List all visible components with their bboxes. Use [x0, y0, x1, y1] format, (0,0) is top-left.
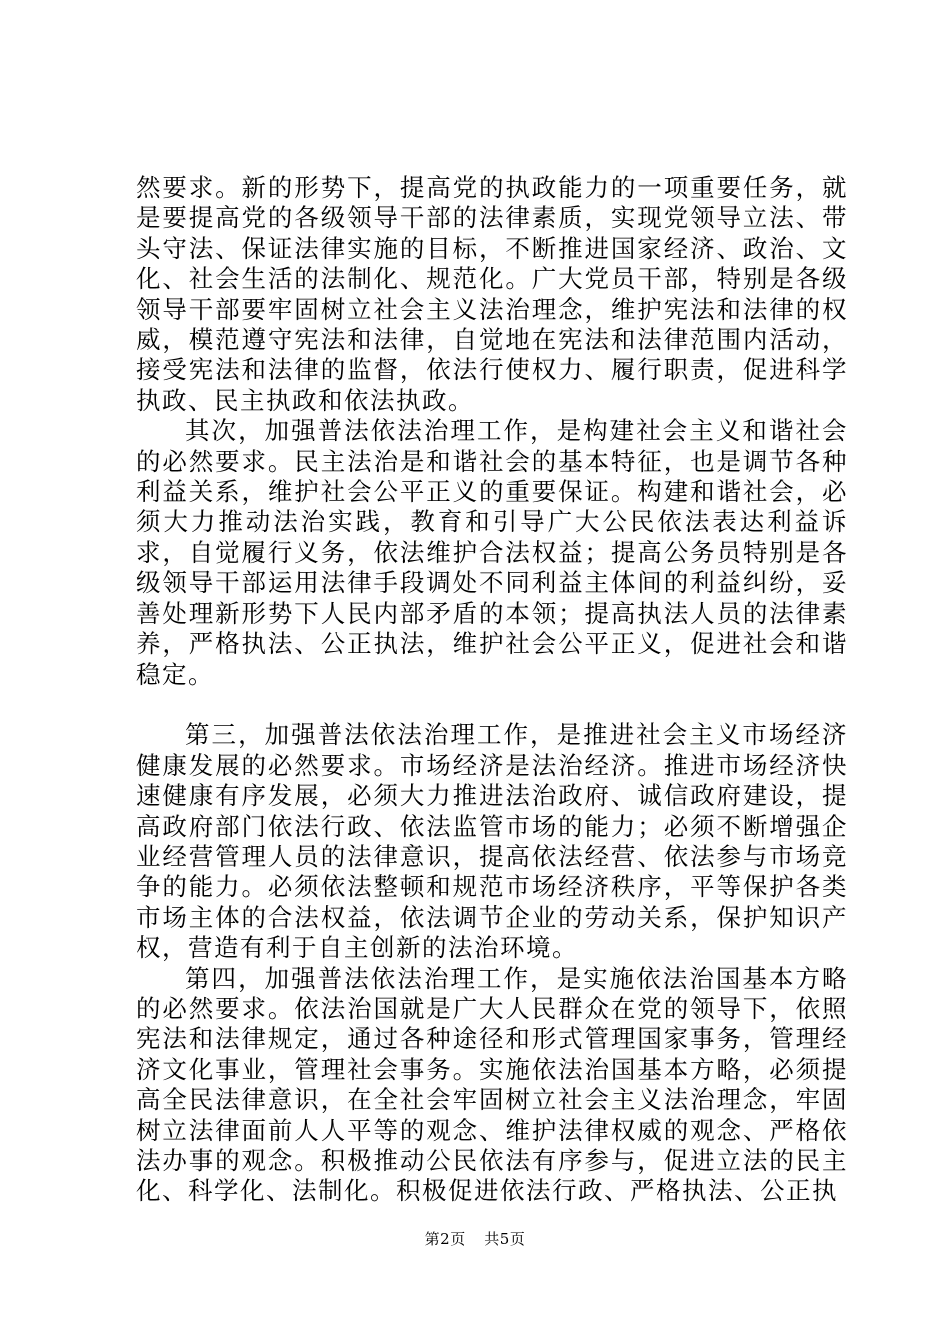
page-total: 共5页 [484, 1230, 526, 1248]
page-footer [0, 1228, 950, 1249]
paragraph-spacer [136, 690, 848, 720]
paragraph-2: 其次，加强普法依法治理工作，是构建社会主义和谐社会的必然要求。民主法治是和谐社会的基本特征，也是调节各种利益关系，维护社会公平正义的重要保证。构建和谐社会，必须大力推动法治实践，教育和引导广大公民依法表达利益诉求，自觉履行义务，依法维护合法权益；提高公务员特别是各级领导干部运用法律手段调处不同利益主体间的利益纠纷，妥善处理新形势下人民内部矛盾的本领；提高执法人员的法律素养，严格执法、公正执法，维护社会公平正义，促进社会和谐稳定。 [136, 416, 848, 689]
body-text [136, 173, 848, 1207]
paragraph-3: 第三，加强普法依法治理工作，是推进社会主义市场经济健康发展的必然要求。市场经济是法治经济。推进市场经济快速健康有序发展，必须大力推进法治政府、诚信政府建设，提高政府部门依法行政、依法监管市场的能力；必须不断增强企业经营管理人员的法律意识，提高依法经营、依法参与市场竞争的能力。必须依法整顿和规范市场经济秩序，平等保护各类市场主体的合法权益，依法调节企业的劳动关系，保护知识产权，营造有利于自主创新的法治环境。 [136, 720, 848, 963]
page-number: 第2页 [424, 1230, 466, 1248]
paragraph-4: 第四，加强普法依法治理工作，是实施依法治国基本方略的必然要求。依法治国就是广大人民群众在党的领导下，依照宪法和法律规定，通过各种途径和形式管理国家事务，管理经济文化事业，管理社会事务。实施依法治国基本方略，必须提高全民法律意识，在全社会牢固树立社会主义法治理念，牢固树立法律面前人人平等的观念、维护法律权威的观念、严格依法办事的观念。积极推动公民依法有序参与，促进立法的民主化、科学化、法制化。积极促进依法行政、严格执法、公正执 [136, 963, 848, 1206]
paragraph-1: 然要求。新的形势下，提高党的执政能力的一项重要任务，就是要提高党的各级领导干部的法律素质，实现党领导立法、带头守法、保证法律实施的目标，不断推进国家经济、政治、文化、社会生活的法制化、规范化。广大党员干部，特别是各级领导干部要牢固树立社会主义法治理念，维护宪法和法律的权威，模范遵守宪法和法律，自觉地在宪法和法律范围内活动，接受宪法和法律的监督，依法行使权力、履行职责，促进科学执政、民主执政和依法执政。 [136, 173, 848, 415]
